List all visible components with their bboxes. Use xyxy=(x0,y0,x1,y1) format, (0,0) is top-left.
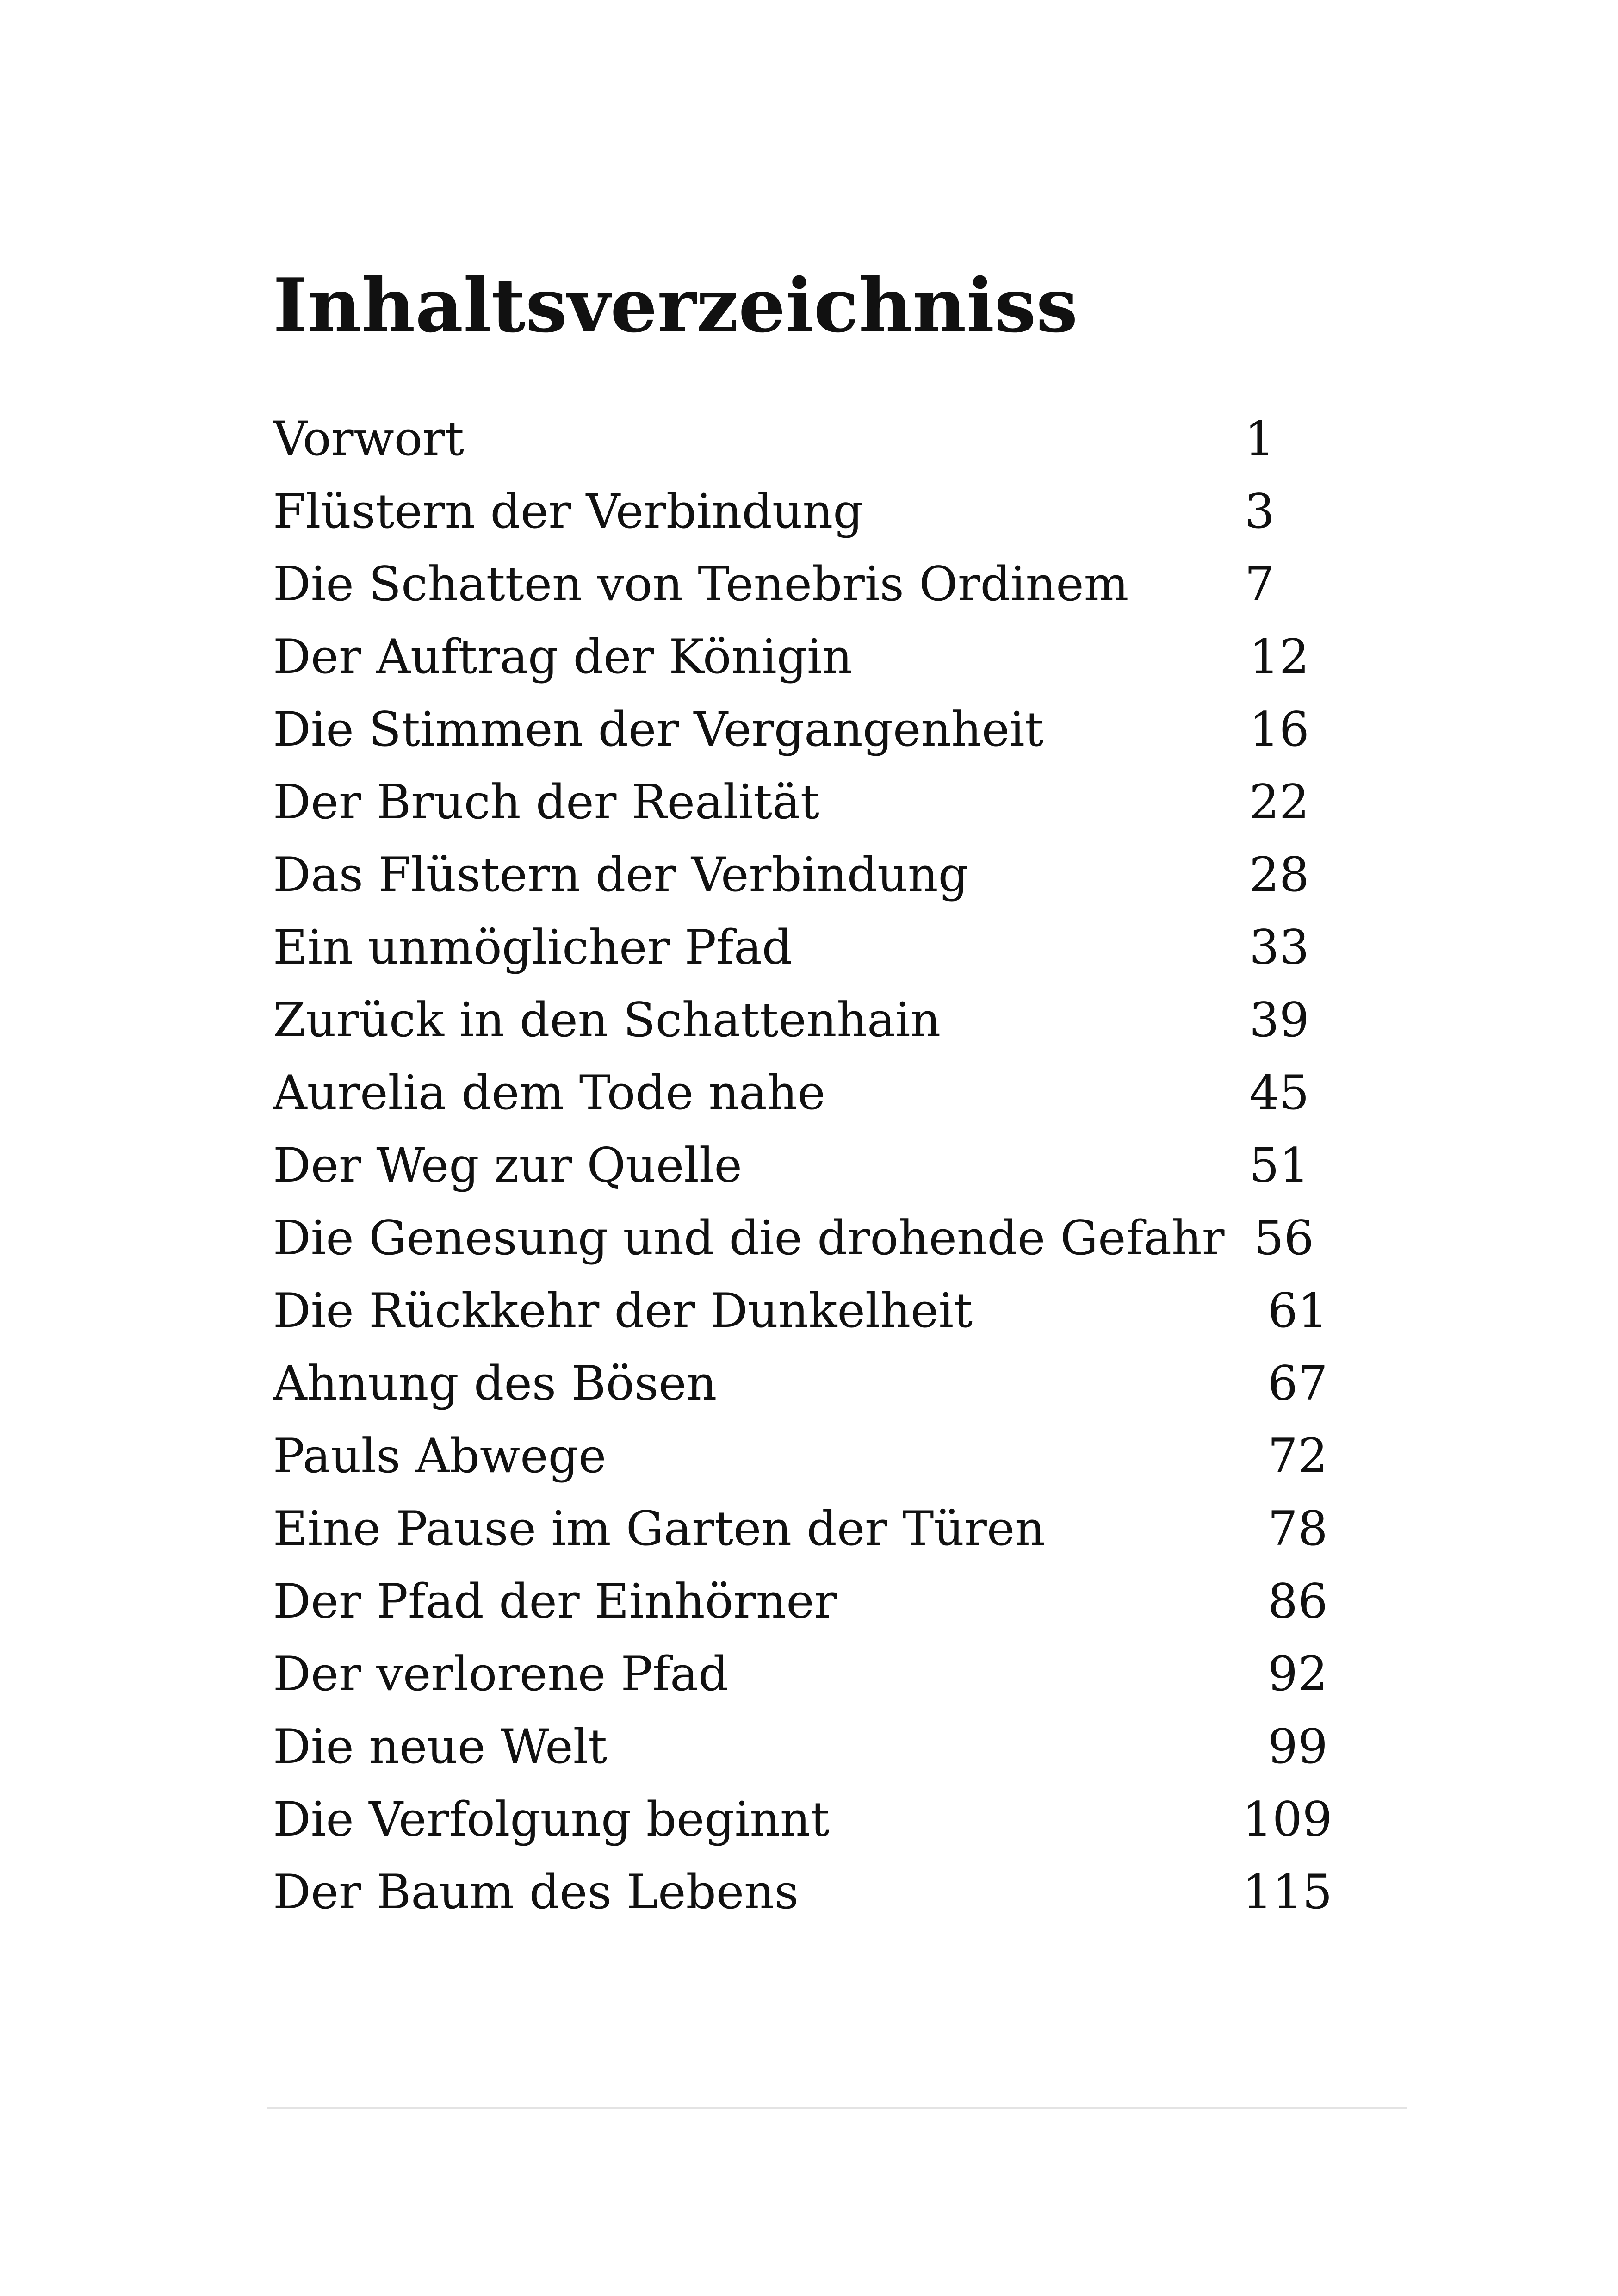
toc-entry-title: Flüstern der Verbindung xyxy=(273,484,863,539)
toc-entry xyxy=(273,621,1337,693)
toc-entry xyxy=(273,1493,1337,1565)
toc-entry xyxy=(273,1129,1337,1202)
toc-entry-page-number: 28 xyxy=(1249,847,1309,902)
toc-entry xyxy=(273,1275,1337,1347)
toc-entry-page-number: 78 xyxy=(1268,1501,1328,1556)
toc-entry xyxy=(273,548,1337,621)
toc-entry-page-number: 1 xyxy=(1245,411,1275,467)
toc-entry-page-number: 22 xyxy=(1249,775,1309,830)
toc-entry xyxy=(273,1057,1337,1129)
toc-entry xyxy=(273,1420,1337,1493)
toc-entry xyxy=(273,1783,1337,1856)
toc-entry-title: Pauls Abwege xyxy=(273,1429,607,1484)
toc-entry-title: Das Flüstern der Verbindung xyxy=(273,847,968,902)
toc-entry-title: Der Baum des Lebens xyxy=(273,1865,799,1920)
toc-entry-page-number: 72 xyxy=(1268,1429,1328,1484)
toc-entry-title: Der Pfad der Einhörner xyxy=(273,1574,837,1629)
toc-entry xyxy=(273,911,1337,984)
toc-entry-page-number: 56 xyxy=(1254,1211,1314,1266)
toc-entry xyxy=(273,1347,1337,1420)
toc-entry xyxy=(273,839,1337,911)
footer-divider xyxy=(267,2107,1407,2109)
toc-entry-page-number: 115 xyxy=(1242,1865,1333,1920)
toc-entry xyxy=(273,766,1337,839)
toc-entry xyxy=(273,984,1337,1057)
toc-entry-title: Die Genesung und die drohende Gefahr xyxy=(273,1211,1225,1266)
toc-entry-page-number: 45 xyxy=(1249,1065,1309,1120)
toc-entry-page-number: 39 xyxy=(1249,993,1309,1048)
toc-entry-title: Die Schatten von Tenebris Ordinem xyxy=(273,557,1129,612)
toc-entry-page-number: 61 xyxy=(1268,1283,1328,1338)
toc-entry xyxy=(273,1565,1337,1638)
toc-entry-page-number: 67 xyxy=(1268,1356,1328,1411)
toc-entry-title: Die Rückkehr der Dunkelheit xyxy=(273,1283,973,1338)
toc-entry xyxy=(273,1711,1337,1783)
toc-entry-title: Die neue Welt xyxy=(273,1719,608,1774)
toc-entry-title: Ein unmöglicher Pfad xyxy=(273,920,793,975)
toc-entry-title: Der verlorene Pfad xyxy=(273,1647,729,1702)
toc-entry xyxy=(273,1202,1337,1275)
toc-entry xyxy=(273,1856,1337,1929)
toc-entry-title: Zurück in den Schattenhain xyxy=(273,993,941,1048)
toc-entry-page-number: 33 xyxy=(1249,920,1309,975)
toc-entry-title: Der Auftrag der Königin xyxy=(273,629,853,684)
toc-entry-page-number: 99 xyxy=(1268,1719,1328,1774)
toc-entry-page-number: 51 xyxy=(1249,1138,1309,1193)
toc-entry xyxy=(273,475,1337,548)
toc-entry-title: Der Weg zur Quelle xyxy=(273,1138,742,1193)
toc-entry xyxy=(273,403,1337,475)
toc-entry-page-number: 16 xyxy=(1249,702,1309,757)
toc-entry-title: Die Stimmen der Vergangenheit xyxy=(273,702,1044,757)
toc-entry-page-number: 86 xyxy=(1268,1574,1328,1629)
toc-entry-page-number: 109 xyxy=(1242,1792,1333,1847)
toc-entry-title: Ahnung des Bösen xyxy=(273,1356,717,1411)
toc-entry-title: Aurelia dem Tode nahe xyxy=(273,1065,825,1120)
toc-entry-page-number: 7 xyxy=(1245,557,1275,612)
toc-entry-page-number: 12 xyxy=(1249,629,1309,684)
toc-heading: Inhaltsverzeichniss xyxy=(273,262,1078,349)
toc-entry xyxy=(273,693,1337,766)
table-of-contents xyxy=(273,403,1337,1929)
toc-entry-page-number: 92 xyxy=(1268,1647,1328,1702)
toc-entry-title: Die Verfolgung beginnt xyxy=(273,1792,830,1847)
toc-entry-title: Der Bruch der Realität xyxy=(273,775,819,830)
toc-entry-title: Eine Pause im Garten der Türen xyxy=(273,1501,1045,1556)
toc-entry-page-number: 3 xyxy=(1245,484,1275,539)
toc-entry xyxy=(273,1638,1337,1711)
toc-entry-title: Vorwort xyxy=(273,411,464,467)
